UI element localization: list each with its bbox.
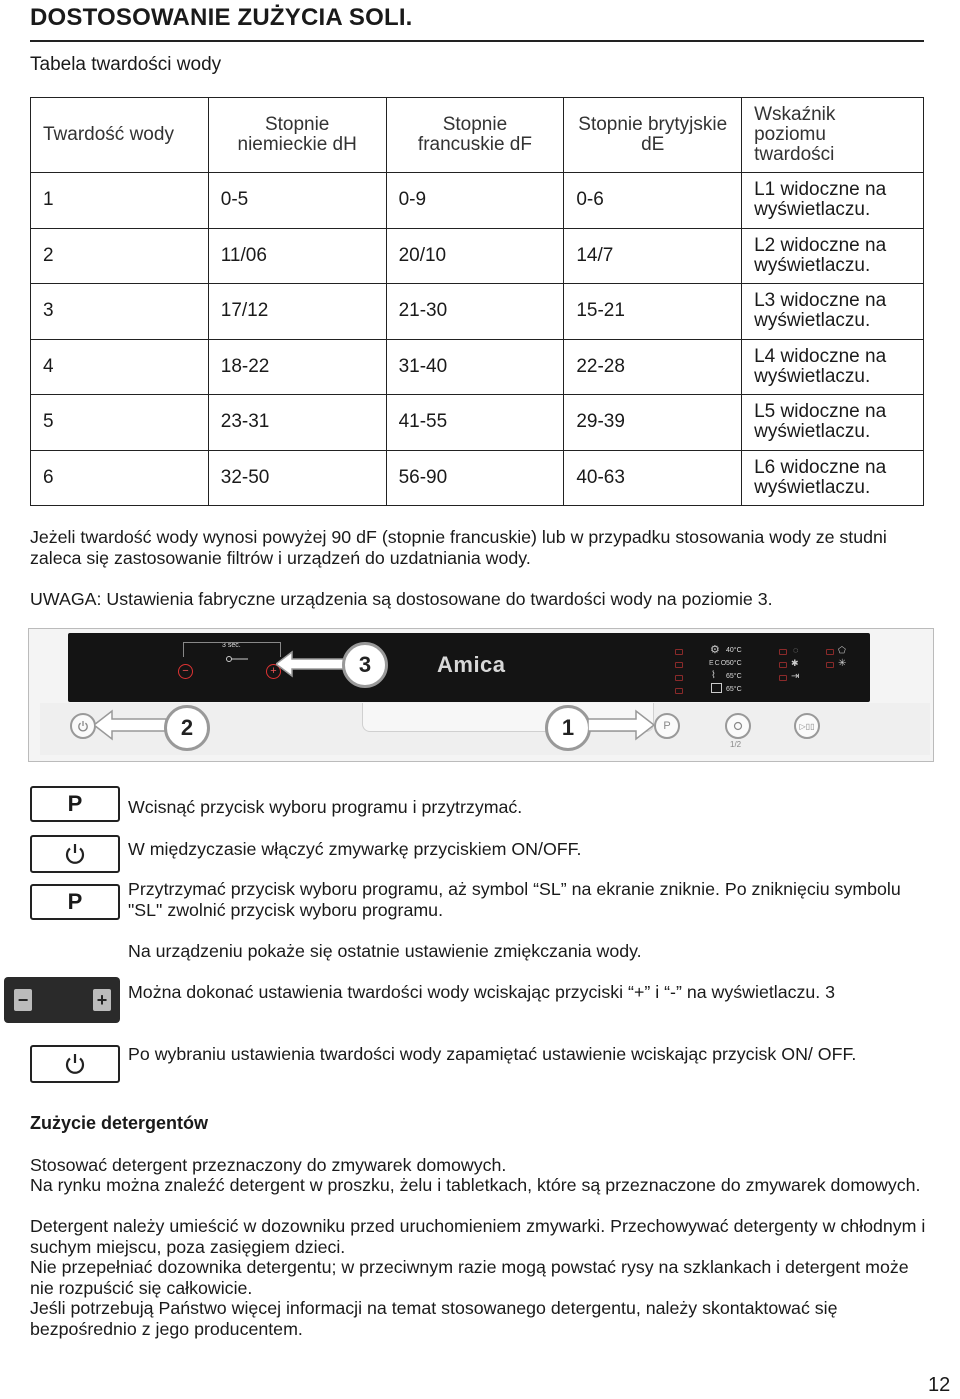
table-cell: 40-63 <box>564 450 742 506</box>
table-cell: 4 <box>31 339 209 395</box>
table-cell: L5 widoczne na wyświetlaczu. <box>742 395 924 451</box>
table-row <box>31 228 924 284</box>
table-cell: 11/06 <box>208 228 386 284</box>
amica-logo: Amica <box>437 652 506 677</box>
header-cell: Stopnie brytyjskie dE <box>564 98 742 173</box>
option-led <box>779 649 787 655</box>
table-cell: L4 widoczne na wyświetlaczu. <box>742 339 924 395</box>
plus-key-icon: + <box>93 989 111 1011</box>
temp-label: 65°C <box>726 686 742 693</box>
table-cell: 2 <box>31 228 209 284</box>
arrow-to-power-icon <box>94 708 166 747</box>
minus-button[interactable]: − <box>178 664 193 679</box>
program-led <box>675 662 683 668</box>
table-cell: 5 <box>31 395 209 451</box>
table-cell: 3 <box>31 284 209 340</box>
table-cell: 32-50 <box>208 450 386 506</box>
table-cell: L2 widoczne na wyświetlaczu. <box>742 228 924 284</box>
plus-minus-keys-icon <box>4 977 120 1023</box>
start-pause-button[interactable]: ▷▯▯ <box>794 713 820 739</box>
table-row <box>31 173 924 229</box>
step-text: Po wybraniu ustawienia twardości wody zapamiętać ustawienie wciskając przycisk ON/ OFF. <box>128 1044 857 1064</box>
table-cell: 56-90 <box>386 450 564 506</box>
intensive-program-icon: ⚙ <box>710 644 720 656</box>
step-text: Można dokonać ustawienia twardości wody wciskając przyciski “+” i “-” na wyświetlaczu. 3 <box>128 982 836 1002</box>
temp-label: 65°C <box>726 673 742 680</box>
table-cell: L6 widoczne na wyświetlaczu. <box>742 450 924 506</box>
callout-3: 3 <box>342 642 388 688</box>
detergent-paragraph: Jeśli potrzebują Państwo więcej informacji na temat stosowanego detergentu, należy skontaktować się bezpośrednio z jego producentem. <box>30 1298 838 1339</box>
bracket-line <box>183 642 281 657</box>
power-key-icon <box>30 835 120 873</box>
table-caption: Tabela twardości wody <box>30 54 222 75</box>
table-row <box>31 450 924 506</box>
program-led <box>675 688 683 694</box>
power-key-icon <box>30 1045 120 1083</box>
rapid-program-icon <box>711 683 722 693</box>
program-button[interactable]: P <box>654 713 680 739</box>
table-cell: 0-5 <box>208 173 386 229</box>
table-cell: 21-30 <box>386 284 564 340</box>
plus-button[interactable]: + <box>266 664 281 679</box>
header-cell: Twardość wody <box>31 98 209 173</box>
temp-label: 50°C <box>726 660 742 667</box>
detergent-paragraph: Nie przepełniać dozownika detergentu; w przeciwnym razie mogą powstać rysy na szklankach i detergent może nie rozpuścić się całkowicie. <box>30 1257 909 1298</box>
table-cell: 22-28 <box>564 339 742 395</box>
temp-label: 40°C <box>726 647 742 654</box>
delay-icon: ⇥ <box>791 671 800 682</box>
arrow-to-program-icon <box>588 708 654 747</box>
glass-program-icon: ⌇ <box>711 670 716 681</box>
program-key-label: P <box>67 791 83 816</box>
rinse-aid-icon: ✱ <box>791 658 799 668</box>
table-cell: 17/12 <box>208 284 386 340</box>
callout-1: 1 <box>545 705 591 751</box>
table-cell: 6 <box>31 450 209 506</box>
timer-label: 3 sec. <box>222 642 241 649</box>
header-cell: Stopnie niemieckie dH <box>208 98 386 173</box>
factory-setting-note: UWAGA: Ustawienia fabryczne urządzenia są dostosowane do twardości wody na poziomie 3. <box>30 589 773 609</box>
table-cell: 14/7 <box>564 228 742 284</box>
header-cell: Stopnie francuskie dF <box>386 98 564 173</box>
table-cell: 0-6 <box>564 173 742 229</box>
option-button[interactable] <box>725 713 751 739</box>
table-cell: 31-40 <box>386 339 564 395</box>
section-heading: Zużycie detergentów <box>30 1113 209 1133</box>
step-text: Przytrzymać przycisk wyboru programu, aż symbol “SL” na ekranie zniknie. Po zniknięciu symbolu "SL" zwolnić przycisk wyboru programu. <box>128 879 901 920</box>
table-cell: 18-22 <box>208 339 386 395</box>
table-row <box>31 339 924 395</box>
eco-label: ECO <box>709 660 728 667</box>
half-load-icon: ✳ <box>838 658 847 669</box>
title-divider <box>30 40 924 42</box>
table-cell: 0-9 <box>386 173 564 229</box>
table-cell: 23-31 <box>208 395 386 451</box>
page-title: DOSTOSOWANIE ZUŻYCIA SOLI. <box>30 4 413 31</box>
program-led <box>675 675 683 681</box>
water-hardness-table <box>30 97 924 506</box>
half-load-label: 1/2 <box>730 740 742 749</box>
power-button[interactable] <box>70 713 96 739</box>
step-text: Na urządzeniu pokaże się ostatnie ustawienie zmiękczania wody. <box>128 941 642 961</box>
table-header-row <box>31 98 924 173</box>
filter-note: Jeżeli twardość wody wynosi powyżej 90 dF (stopnie francuskie) lub w przypadku stosowania wody ze studni zaleca się zastosowanie filtrów i urządzeń do uzdatniania wody. <box>30 527 887 568</box>
table-cell: 15-21 <box>564 284 742 340</box>
option-led <box>779 675 787 681</box>
option-led <box>826 649 834 655</box>
salt-indicator-icon: ◌ <box>793 645 799 655</box>
minus-key-icon: − <box>14 989 32 1011</box>
table-row <box>31 395 924 451</box>
program-key-icon <box>30 884 120 920</box>
program-key-label: P <box>67 889 83 914</box>
table-row <box>31 284 924 340</box>
step-text: W międzyczasie włączyć zmywarkę przyciskiem ON/OFF. <box>128 839 582 859</box>
table-cell: 20/10 <box>386 228 564 284</box>
table-cell: 41-55 <box>386 395 564 451</box>
table-cell: 29-39 <box>564 395 742 451</box>
callout-2: 2 <box>164 705 210 751</box>
table-cell: 1 <box>31 173 209 229</box>
option-led <box>779 662 787 668</box>
softener-icon: ⬠ <box>838 645 846 655</box>
arrow-to-plus-icon <box>276 650 346 683</box>
detergent-paragraph: Stosować detergent przeznaczony do zmywarek domowych. <box>30 1155 507 1175</box>
detergent-paragraph: Detergent należy umieścić w dozowniku przed uruchomieniem zmywarki. Przechowywać detergenty w chłodnym i suchym miejscu, poza zasięgiem dzieci. <box>30 1216 926 1257</box>
table-cell: L3 widoczne na wyświetlaczu. <box>742 284 924 340</box>
detergent-paragraph: Na rynku można znaleźć detergent w proszku, żelu i tabletkach, które są przeznaczone do zmywarek domowych. <box>30 1175 921 1195</box>
program-led <box>675 649 683 655</box>
step-text: Wcisnąć przycisk wyboru programu i przytrzymać. <box>128 797 523 817</box>
page-number: 12 <box>928 1374 951 1396</box>
table-cell: L1 widoczne na wyświetlaczu. <box>742 173 924 229</box>
header-cell: Wskaźnik poziomu twardości <box>742 98 924 173</box>
program-key-icon <box>30 786 120 822</box>
option-led <box>826 662 834 668</box>
